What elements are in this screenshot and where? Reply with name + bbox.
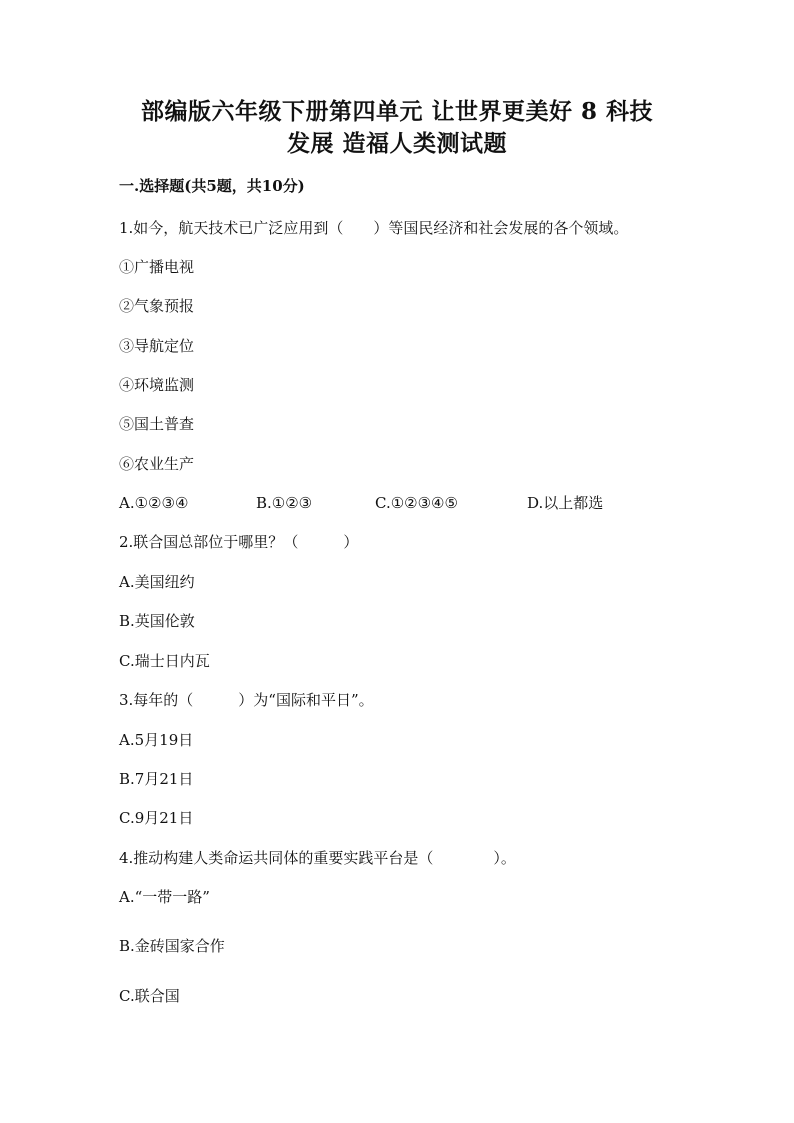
question-1-option-b: B.①②③ <box>256 494 313 512</box>
question-1-item-6: ⑥农业生产 <box>119 455 195 473</box>
question-1-stem: 1.如今，航天技术已广泛应用到（ ）等国民经济和社会发展的各个领域。 <box>119 219 629 237</box>
document-title-line-1: 部编版六年级下册第四单元 让世界更美好 8 科技 <box>140 98 654 125</box>
question-1-option-a: A.①②③④ <box>119 494 189 512</box>
question-4-option-b: B.金砖国家合作 <box>119 937 225 955</box>
section-heading: 一.选择题(共5题，共10分) <box>119 177 305 195</box>
document-title-line-2: 发展 造福人类测试题 <box>286 130 507 157</box>
question-1-option-d: D.以上都选 <box>527 494 604 512</box>
question-1-item-3: ③导航定位 <box>119 337 195 355</box>
question-4-option-c: C.联合国 <box>119 987 180 1005</box>
question-2-stem: 2.联合国总部位于哪里？（ ） <box>119 533 359 551</box>
question-3-option-a: A.5月19日 <box>119 731 194 749</box>
question-1-option-c: C.①②③④⑤ <box>375 494 458 512</box>
question-3-option-c: C.9月21日 <box>119 809 194 827</box>
question-1-item-5: ⑤国土普查 <box>119 415 195 433</box>
question-2-option-a: A.美国纽约 <box>119 573 195 591</box>
question-4-option-a: A.“一带一路” <box>119 888 210 906</box>
question-1-item-2: ②气象预报 <box>119 297 195 315</box>
question-1-item-1: ①广播电视 <box>119 258 195 276</box>
question-3-stem: 3.每年的（ ）为“国际和平日”。 <box>119 691 374 709</box>
question-2-option-c: C.瑞士日内瓦 <box>119 652 210 670</box>
question-2-option-b: B.英国伦敦 <box>119 612 195 630</box>
question-4-stem: 4.推动构建人类命运共同体的重要实践平台是（ ）。 <box>119 849 516 867</box>
question-1-item-4: ④环境监测 <box>119 376 195 394</box>
question-3-option-b: B.7月21日 <box>119 770 194 788</box>
